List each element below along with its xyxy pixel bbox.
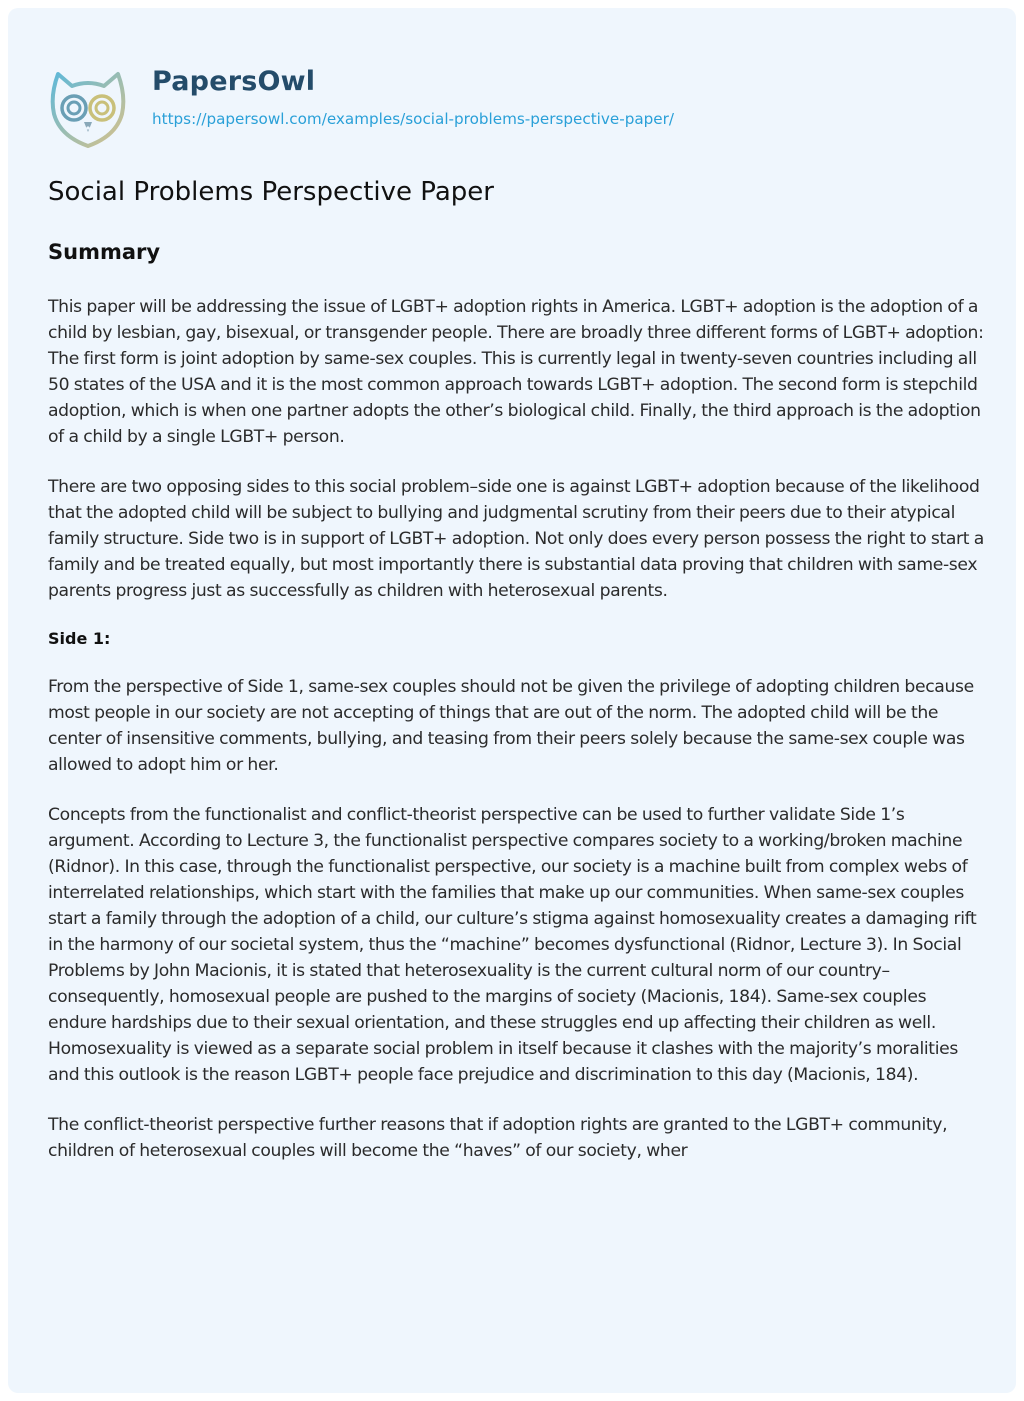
paragraph-conflict-theorist: The conflict-theorist perspective further reasons that if adoption rights are granted to the LGBT+ community, children of heterosexual couples will become the “haves” of our society, wher	[48, 1115, 948, 1161]
side1-heading: Side 1:	[48, 629, 111, 648]
paragraph-side1: From the perspective of Side 1, same-sex couples should not be given the privilege of adopting children because most people in our society are not accepting of things that are out of the norm. The adopted child will be the center of insensitive comments, bullying, and teasing from their peers solely because the same-sex couple was allowed to adopt him or her.	[48, 677, 974, 775]
paragraph-functionalist: Concepts from the functionalist and conflict-theorist perspective can be used to further validate Side 1’s argument. According to Lecture 3, the functionalist perspective compares society to a working/broken machine (Ridnor). In this case, through the functionalist perspective, our society is a machine built from complex webs of interrelated relationships, which start with the families that make up our communities. When same-sex couples start a family through the adoption of a child, our culture’s stigma against homosexuality creates a damaging rift in the harmony of our societal system, thus the “machine” becomes dysfunctional (Ridnor, Lecture 3). In Social Problems by John Macionis, it is stated that heterosexuality is the current cultural norm of our country–consequently, homosexual people are pushed to the margins of society (Macionis, 184). Same-sex couples endure hardships due to their sexual orientation, and these struggles end up affecting their children as well. Homosexuality is viewed as a separate social problem in itself because it clashes with the majority’s moralities and this outlook is the reason LGBT+ people face prejudice and discrimination to this day (Macionis, 184).	[48, 805, 977, 1085]
summary-heading: Summary	[48, 240, 161, 264]
brand-name[interactable]: PapersOwl	[152, 66, 316, 97]
document-page	[8, 8, 1016, 1393]
article-body	[48, 294, 988, 1164]
source-url-link[interactable]: https://papersowl.com/examples/social-problems-perspective-paper/	[152, 110, 675, 128]
page-title: Social Problems Perspective Paper	[48, 177, 494, 207]
paragraph-intro: This paper will be addressing the issue of LGBT+ adoption rights in America. LGBT+ adoption is the adoption of a child by lesbian, gay, bisexual, or transgender people. There are broadly three different forms of LGBT+ adoption: The first form is joint adoption by same-sex couples. This is currently legal in twenty-seven countries including all 50 states of the USA and it is the most common approach towards LGBT+ adoption. The second form is stepchild adoption, which is when one partner adopts the other’s biological child. Finally, the third approach is the adoption of a child by a single LGBT+ person.	[48, 297, 984, 447]
owl-logo-icon[interactable]	[48, 66, 128, 148]
site-header	[48, 64, 948, 150]
paragraph-opposing-sides: There are two opposing sides to this social problem–side one is against LGBT+ adoption because of the likelihood that the adopted child will be subject to bullying and judgmental scrutiny from their peers due to their atypical family structure. Side two is in support of LGBT+ adoption. Not only does every person possess the right to start a family and be treated equally, but most importantly there is substantial data proving that children with same-sex parents progress just as successfully as children with heterosexual parents.	[48, 477, 984, 601]
article-content	[48, 176, 988, 1188]
